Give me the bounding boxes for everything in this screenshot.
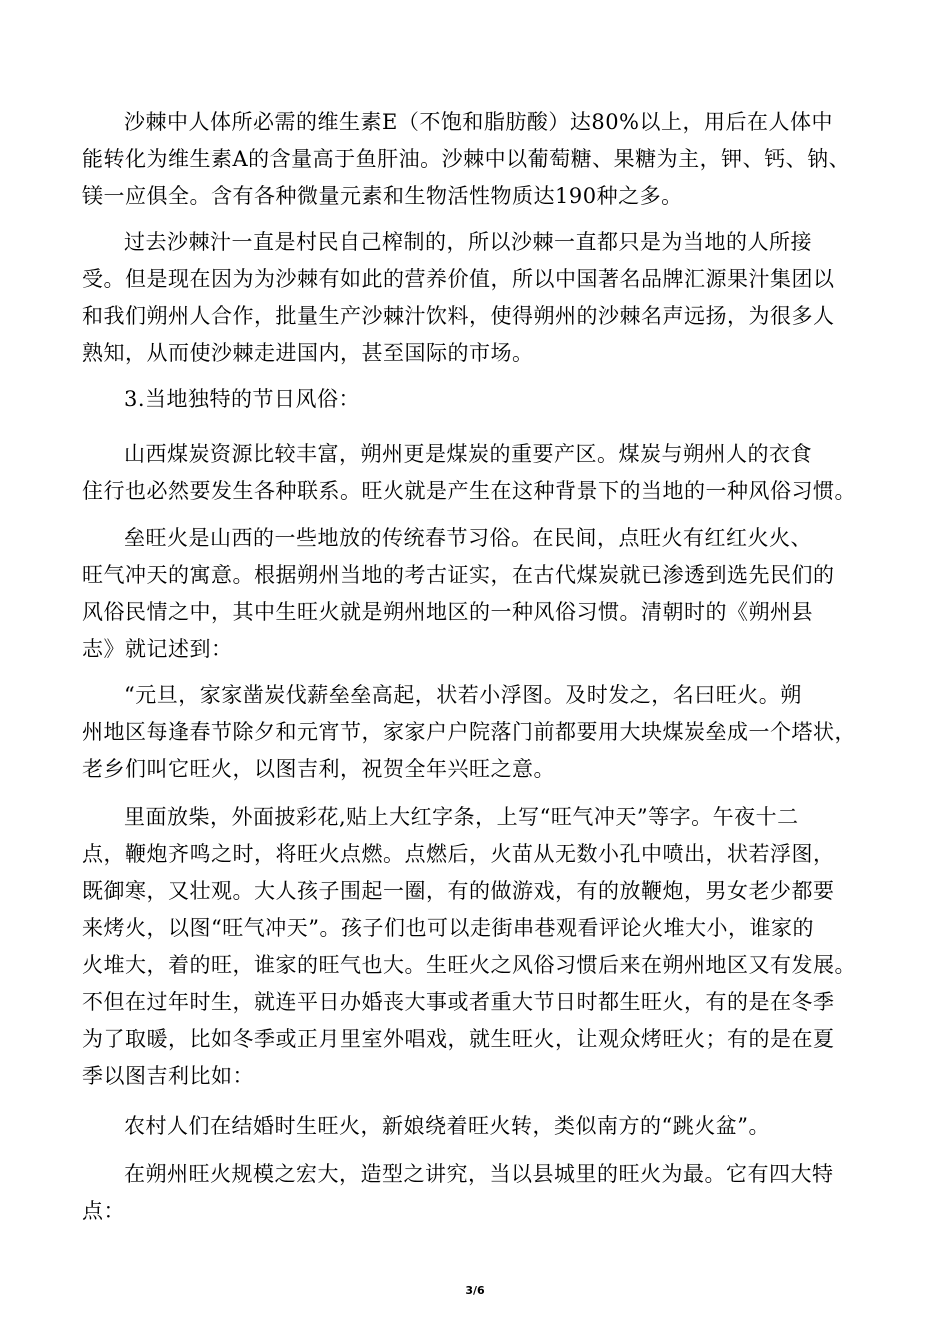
text-line: 州地区每逢春节除夕和元宵节，家家户户院落门前都要用大块煤炭垒成一个塔状， — [82, 720, 856, 744]
text-line: 为了取暖，比如冬季或正月里室外唱戏，就生旺火，让观众烤旺火；有的是在夏 — [82, 1027, 835, 1051]
text-line: 季以图吉利比如： — [82, 1064, 254, 1088]
page-number: 3/6 — [465, 1284, 485, 1297]
text-line: 垒旺火是山西的一些地放的传统春节习俗。在民间，点旺火有红红火火、 — [124, 526, 812, 550]
text-line: 能转化为维生素A的含量高于鱼肝油。沙棘中以葡萄糖、果糖为主，钾、钙、钠、 — [82, 147, 851, 171]
paragraph-county-wanghuo — [82, 1156, 872, 1230]
text-line: 既御寒，又壮观。大人孩子围起一圈，有的做游戏，有的放鞭炮，男女老少都要 — [82, 879, 835, 903]
paragraph-wedding-custom — [82, 1108, 872, 1145]
text-line: 在朔州旺火规模之宏大，造型之讲究，当以县城里的旺火为最。它有四大特 — [124, 1162, 834, 1186]
text-line: 点： — [82, 1199, 125, 1223]
text-line: 熟知，从而使沙棘走进国内，甚至国际的市场。 — [82, 341, 534, 365]
text-line: 镁一应俱全。含有各种微量元素和生物活性物质达190种之多。 — [82, 184, 683, 208]
paragraph-county-annals-quote — [82, 677, 872, 788]
text-line: 山西煤炭资源比较丰富，朔州更是煤炭的重要产区。煤炭与朔州人的衣食 — [124, 442, 812, 466]
text-line: 农村人们在结婚时生旺火，新娘绕着旺火转，类似南方的“跳火盆”。 — [124, 1114, 770, 1138]
paragraph-seabuckthorn-juice — [82, 224, 872, 372]
text-line: 老乡们叫它旺火，以图吉利，祝贺全年兴旺之意。 — [82, 757, 555, 781]
paragraph-coal-resources — [82, 436, 872, 510]
text-line: 志》就记述到： — [82, 637, 233, 661]
text-line: 不但在过年时生，就连平日办婚丧大事或者重大节日时都生旺火，有的是在冬季 — [82, 990, 835, 1014]
paragraph-wanghuo-description — [82, 799, 872, 1095]
text-line: 3.当地独特的节日风俗： — [124, 387, 361, 411]
text-line: 点，鞭炮齐鸣之时，将旺火点燃。点燃后，火苗从无数小孔中喷出，状若浮图， — [82, 842, 835, 866]
text-line: 和我们朔州人合作，批量生产沙棘汁饮料，使得朔州的沙棘名声远扬，为很多人 — [82, 304, 835, 328]
text-line: 旺气冲天的寓意。根据朔州当地的考古证实，在古代煤炭就已渗透到选先民们的 — [82, 563, 835, 587]
text-line: 沙棘中人体所必需的维生素E（不饱和脂肪酸）达80%以上，用后在人体中 — [124, 110, 834, 134]
paragraph-seabuckthorn-nutrition — [82, 104, 872, 215]
text-line: 受。但是现在因为为沙棘有如此的营养价值，所以中国著名品牌汇源果汁集团以 — [82, 267, 835, 291]
paragraph-wanghuo-tradition — [82, 520, 872, 668]
text-line: 里面放柴，外面披彩花,贴上大红字条，上写“旺气冲天”等字。午夜十二 — [124, 805, 799, 829]
section-heading-festival-customs — [82, 381, 872, 418]
text-line: 住行也必然要发生各种联系。旺火就是产生在这种背景下的当地的一种风俗习惯。 — [82, 479, 856, 503]
text-line: 来烤火，以图“旺气冲天”。孩子们也可以走街串巷观看评论火堆大小，谁家的 — [82, 916, 814, 940]
text-line: 风俗民情之中，其中生旺火就是朔州地区的一种风俗习惯。清朝时的《朔州县 — [82, 600, 813, 624]
text-line: 过去沙棘汁一直是村民自己榨制的，所以沙棘一直都只是为当地的人所接 — [124, 230, 812, 254]
text-line: “元旦，家家凿炭伐薪垒垒高起，状若小浮图。及时发之，名曰旺火。朔 — [124, 683, 802, 707]
text-line: 火堆大，着的旺，谁家的旺气也大。生旺火之风俗习惯后来在朔州地区又有发展。 — [82, 953, 856, 977]
